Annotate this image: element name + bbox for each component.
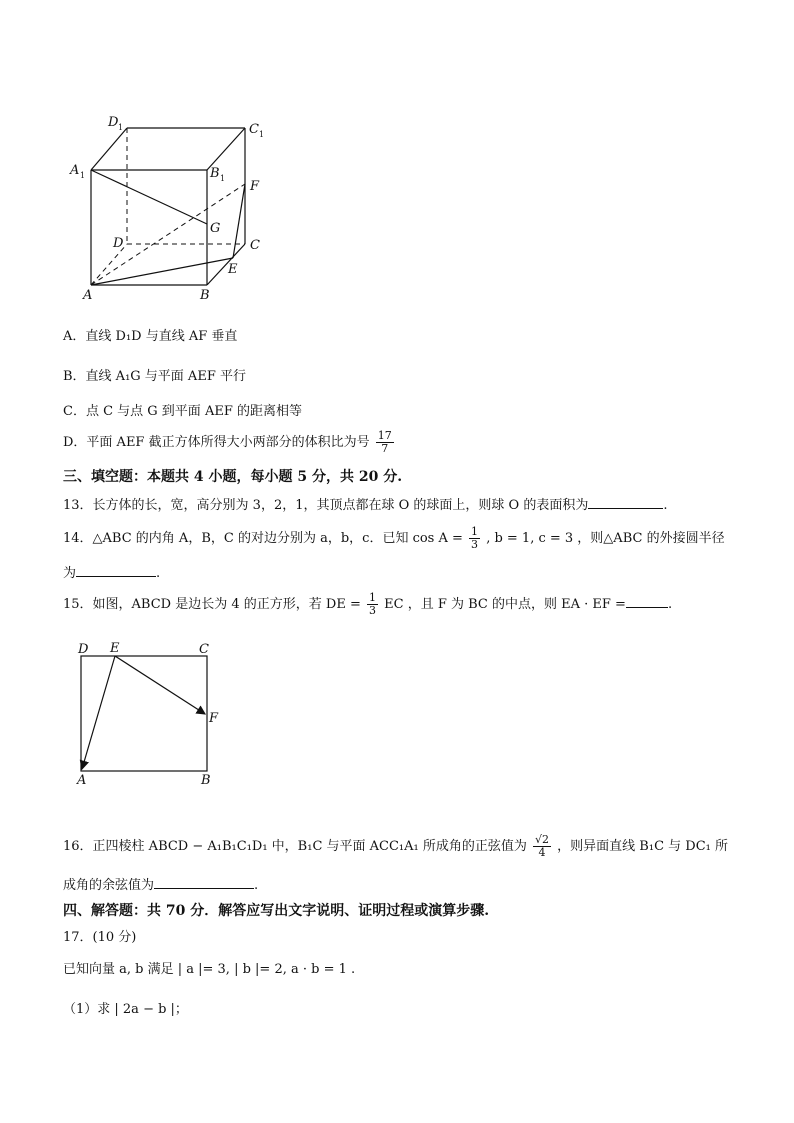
label-c1: C — [249, 122, 259, 137]
svg-text:1: 1 — [80, 171, 86, 180]
q14-fraction: $\frac{1}{3}$ — [471, 525, 479, 551]
question-14: 14．△ABC 的内角 A，B，C 的对边分别为 a，b，c．已知 cos A = $\frac{1}{3}$ , b = 1, c = 3 ，则△ABC 的外接圆半径 — [63, 525, 725, 551]
sq-label-a: A — [77, 773, 87, 788]
label-d1: D — [108, 115, 119, 130]
label-a: A — [83, 288, 93, 303]
sq-label-d: D — [78, 642, 89, 657]
option-d-fraction: $\frac{17}{7}$ — [377, 429, 392, 455]
answer-blank-16 — [154, 875, 254, 889]
q16-fraction: $\frac{√2}{4}$ — [535, 833, 550, 859]
section4-header: 四、解答题：共 70 分．解答应写出文字说明、证明过程或演算步骤. — [63, 903, 490, 919]
svg-text:1: 1 — [259, 130, 265, 139]
label-a1: A — [70, 163, 80, 178]
label-b1: B — [210, 166, 220, 181]
label-c: C — [250, 238, 260, 253]
option-a: A．直线 D₁D 与直线 AF 垂直 — [63, 329, 238, 344]
label-b: B — [200, 288, 210, 303]
q15-fraction: $\frac{1}{3}$ — [368, 591, 376, 617]
square-abcd — [81, 656, 207, 771]
option-b: B．直线 A₁G 与平面 AEF 平行 — [63, 369, 246, 384]
question-13: 13．长方体的长，宽，高分别为 3，2，1，其顶点都在球 O 的球面上，则球 O 的表面积为 . — [63, 495, 667, 515]
label-g: G — [210, 221, 221, 236]
question-14-line2: 为 . — [63, 563, 160, 583]
label-f: F — [250, 179, 260, 194]
sq-label-b: B — [201, 773, 211, 788]
option-c: C．点 C 与点 G 到平面 AEF 的距离相等 — [63, 404, 302, 419]
question-16-line2: 成角的余弦值为 . — [63, 875, 258, 895]
sq-label-f: F — [209, 711, 219, 726]
section3-header: 三、填空题：本题共 4 小题，每小题 5 分，共 20 分. — [63, 469, 403, 485]
question-17-part1: （1）求 | 2a − b |； — [63, 1002, 188, 1017]
vector-ef — [115, 656, 205, 714]
label-d: D — [113, 236, 124, 251]
option-d-text: D．平面 AEF 截正方体所得大小两部分的体积比为号 — [63, 435, 370, 450]
question-16: 16．正四棱柱 ABCD − A₁B₁C₁D₁ 中，B₁C 与平面 ACC₁A₁ 所成角的正弦值为 $\frac{√2}{4}$ ，则异面直线 B₁C 与 DC₁ 所 — [63, 833, 728, 859]
sq-label-c: C — [199, 642, 209, 657]
sq-label-e: E — [110, 641, 120, 656]
vector-ea — [82, 656, 115, 769]
question-15: 15．如图，ABCD 是边长为 4 的正方形，若 DE = $\frac{1}{3}$ EC ，且 F 为 BC 的中点，则 EA · EF = . — [63, 591, 673, 617]
question-17-given: 已知向量 a, b 满足 | a |= 3, | b |= 2, a · b = 1 . — [63, 962, 356, 977]
svg-text:1: 1 — [118, 123, 124, 132]
label-e: E — [228, 262, 238, 277]
question-17-label: 17．(10 分) — [63, 930, 137, 945]
svg-text:1: 1 — [220, 174, 226, 183]
